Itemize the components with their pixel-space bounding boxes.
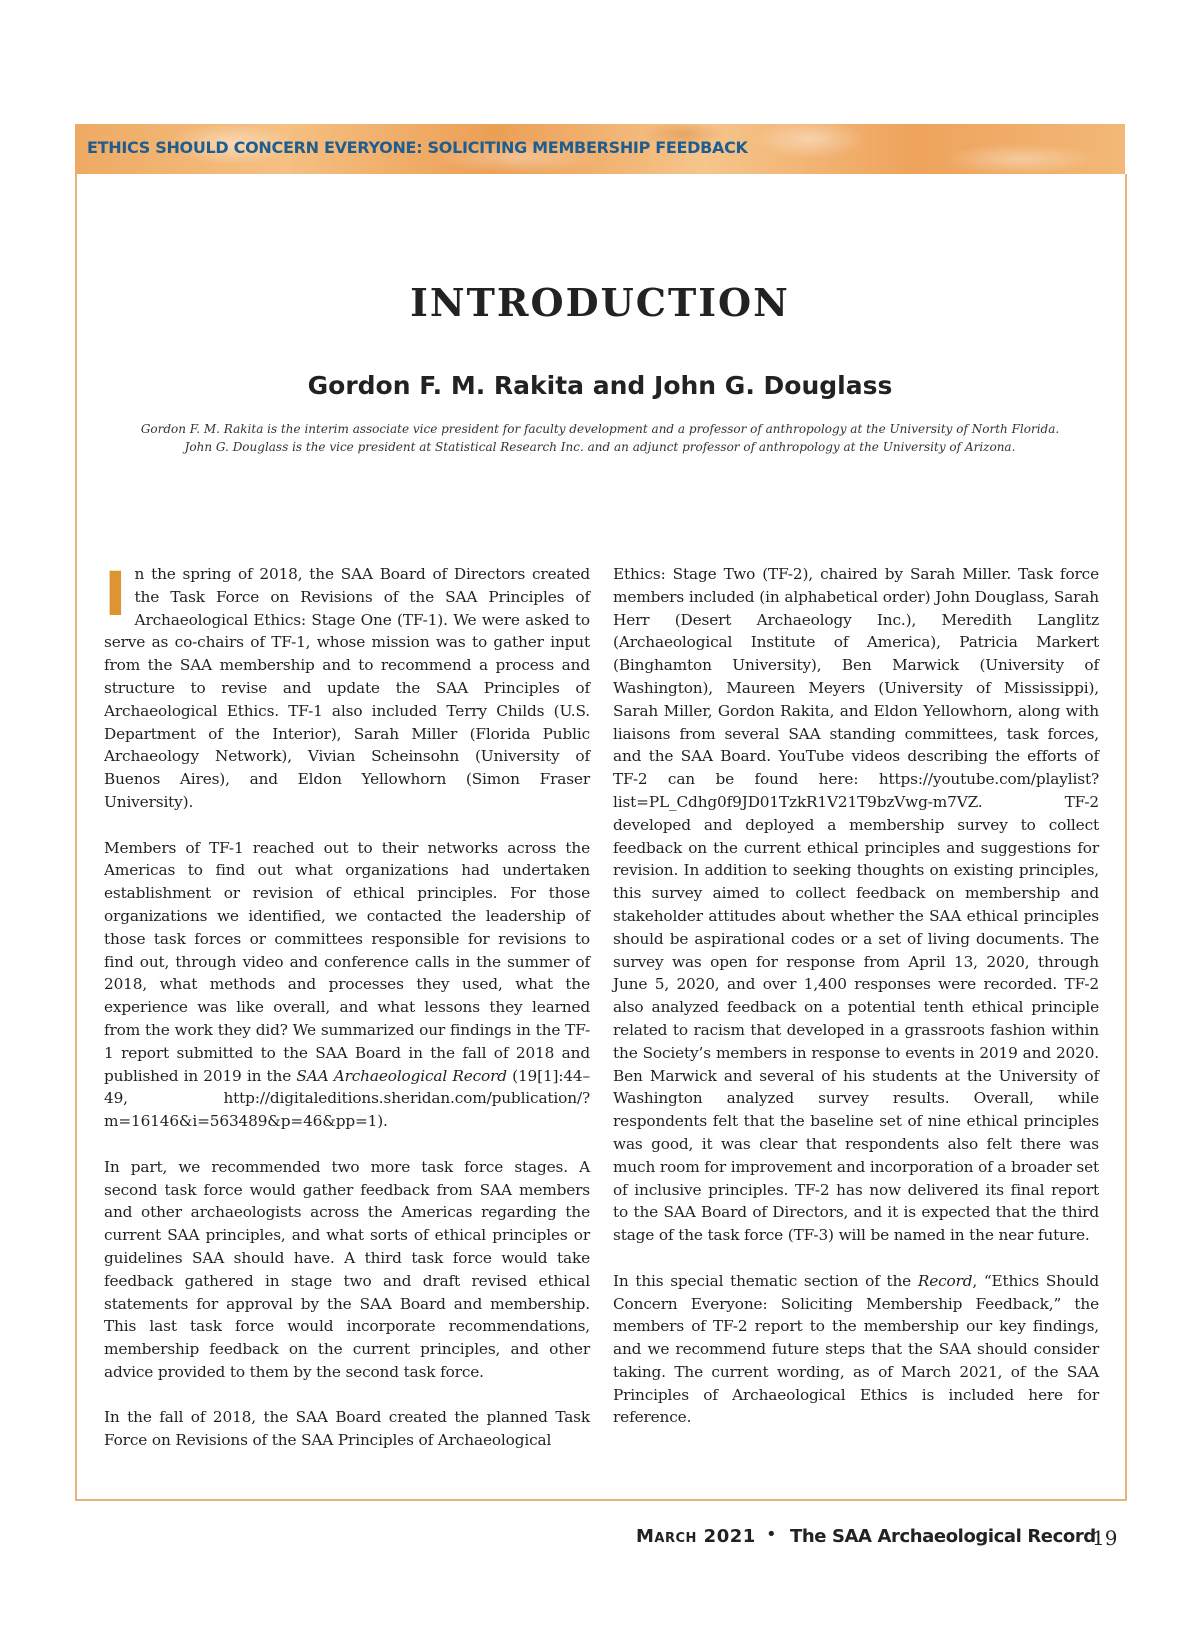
paragraph: In this special thematic section of the Record, “Ethics Should Concern Everyone: Soliciting Membership Feedback,” the members of TF-2 report to the membership our key findings, and we recommend future steps that the SAA should consider taking. The current wording, as of March 2021, of the SAA Principles of Archaeological Ethics is included here for reference. [613, 1271, 1100, 1427]
body-column-right [613, 563, 1099, 1452]
section-banner-title: ETHICS SHOULD CONCERN EVERYONE: SOLICITING MEMBERSHIP FEEDBACK [87, 138, 748, 157]
page-number: 19 [1092, 1526, 1118, 1550]
footer-date: March 2021 [636, 1526, 756, 1547]
footer-journal-name: The SAA Archaeological Record [790, 1526, 1096, 1547]
body-column-left [104, 559, 591, 1475]
drop-cap: I [104, 559, 127, 630]
paragraph: In the spring of 2018, the SAA Board of Directors created the Task Force on Revisions of the SAA Principles of Archaeological Ethics: Stage One (TF-1). We were asked to serve as co-chairs of TF-1, whose mission was to gather input from the SAA membership and to recommend a process and structure to revise and update the SAA Principles of Archaeological Ethics. TF-1 also included Terry Childs (U.S. Department of the Interior), Sarah Miller (Florida Public Archaeology Network), Vivian Scheinsohn (University of Buenos Aires), and Eldon Yellowhorn (Simon Fraser University). [104, 559, 590, 811]
paragraph: In the fall of 2018, the SAA Board created the planned Task Force on Revisions of the SAA Principles of Archaeological [104, 1408, 590, 1450]
paragraph: In part, we recommended two more task force stages. A second task force would gather feedback from SAA members and other archaeologists across the Americas regarding the current SAA principles, and what sorts of ethical principles or guidelines SAA should have. A third task force would take feedback gathered in stage two and draft revised ethical statements for approval by the SAA Board and membership. This last task force would incorporate recommendations, membership feedback on the current principles, and other advice provided to them by the second task force. [104, 1157, 590, 1381]
section-banner [75, 124, 1125, 174]
author-affiliations [100, 420, 1100, 456]
paragraph: Members of TF-1 reached out to their networks across the Americas to find out what organizations had undertaken establishment or revision of ethical principles. For those organizations we identified, we contacted the leadership of those task forces or committees responsible for revisions to find out, through video and conference calls in the summer of 2018, what methods and processes they used, what the experience was like overall, and what lessons they learned from the work they did? We summarized our findings in the TF-1 report submitted to the SAA Board in the fall of 2018 and published in 2019 in the SAA Archaeological Record (19[1]:44–49, http://digitaleditions.sheridan.com/publication/?m=16146&i=563489&p=46&pp=1). [104, 838, 591, 1131]
article-title: INTRODUCTION [410, 280, 790, 325]
journal-title: SAA Archaeological Record [296, 1066, 507, 1085]
affiliation-rakita: Gordon F. M. Rakita is the interim associate vice president for faculty development and a professor of anthropology at the University of North Florida. [140, 422, 1060, 436]
record-title: Record [917, 1271, 973, 1290]
article-authors: Gordon F. M. Rakita and John G. Douglass [307, 371, 893, 400]
footer-bullet: • [766, 1524, 777, 1545]
paragraph: Ethics: Stage Two (TF-2), chaired by Sarah Miller. Task force members included (in alphabetical order) John Douglass, Sarah Herr (Desert Archaeology Inc.), Meredith Langlitz (Archaeological Institute of America), Patricia Markert (Binghamton University), Ben Marwick (University of Washington), Maureen Meyers (University of Mississippi), Sarah Miller, Gordon Rakita, and Eldon Yellowhorn, along with liaisons from several SAA standing committees, task forces, and the SAA Board. YouTube videos describing the efforts of TF-2 can be found here: https://youtube.com/playlist?list=PL_Cdhg0f9JD01TzkR1V21T9bzVwg-m7VZ. TF-2 developed and deployed a membership survey to collect feedback on the current ethical principles and suggestions for revision. In addition to seeking thoughts on existing principles, this survey aimed to collect feedback on membership and stakeholder attitudes about whether the SAA ethical principles should be aspirational codes or a set of living documents. The survey was open for response from April 13, 2020, through June 5, 2020, and over 1,400 responses were recorded. TF-2 also analyzed feedback on a potential tenth ethical principle related to racism that developed in a grassroots fashion within the Society’s members in response to events in 2019 and 2020. Ben Marwick and several of his students at the University of Washington analyzed survey results. Overall, while respondents felt that the baseline set of nine ethical principles was good, it was clear that respondents also felt there was much room for improvement and incorporation of a broader set of inclusive principles. TF-2 has now delivered its final report to the SAA Board of Directors, and it is expected that the third stage of the task force (TF-3) will be named in the near future. [613, 565, 1099, 1245]
affiliation-douglass: John G. Douglass is the vice president at Statistical Research Inc. and an adjunct professor of anthropology at the University of Arizona. [184, 440, 1016, 454]
